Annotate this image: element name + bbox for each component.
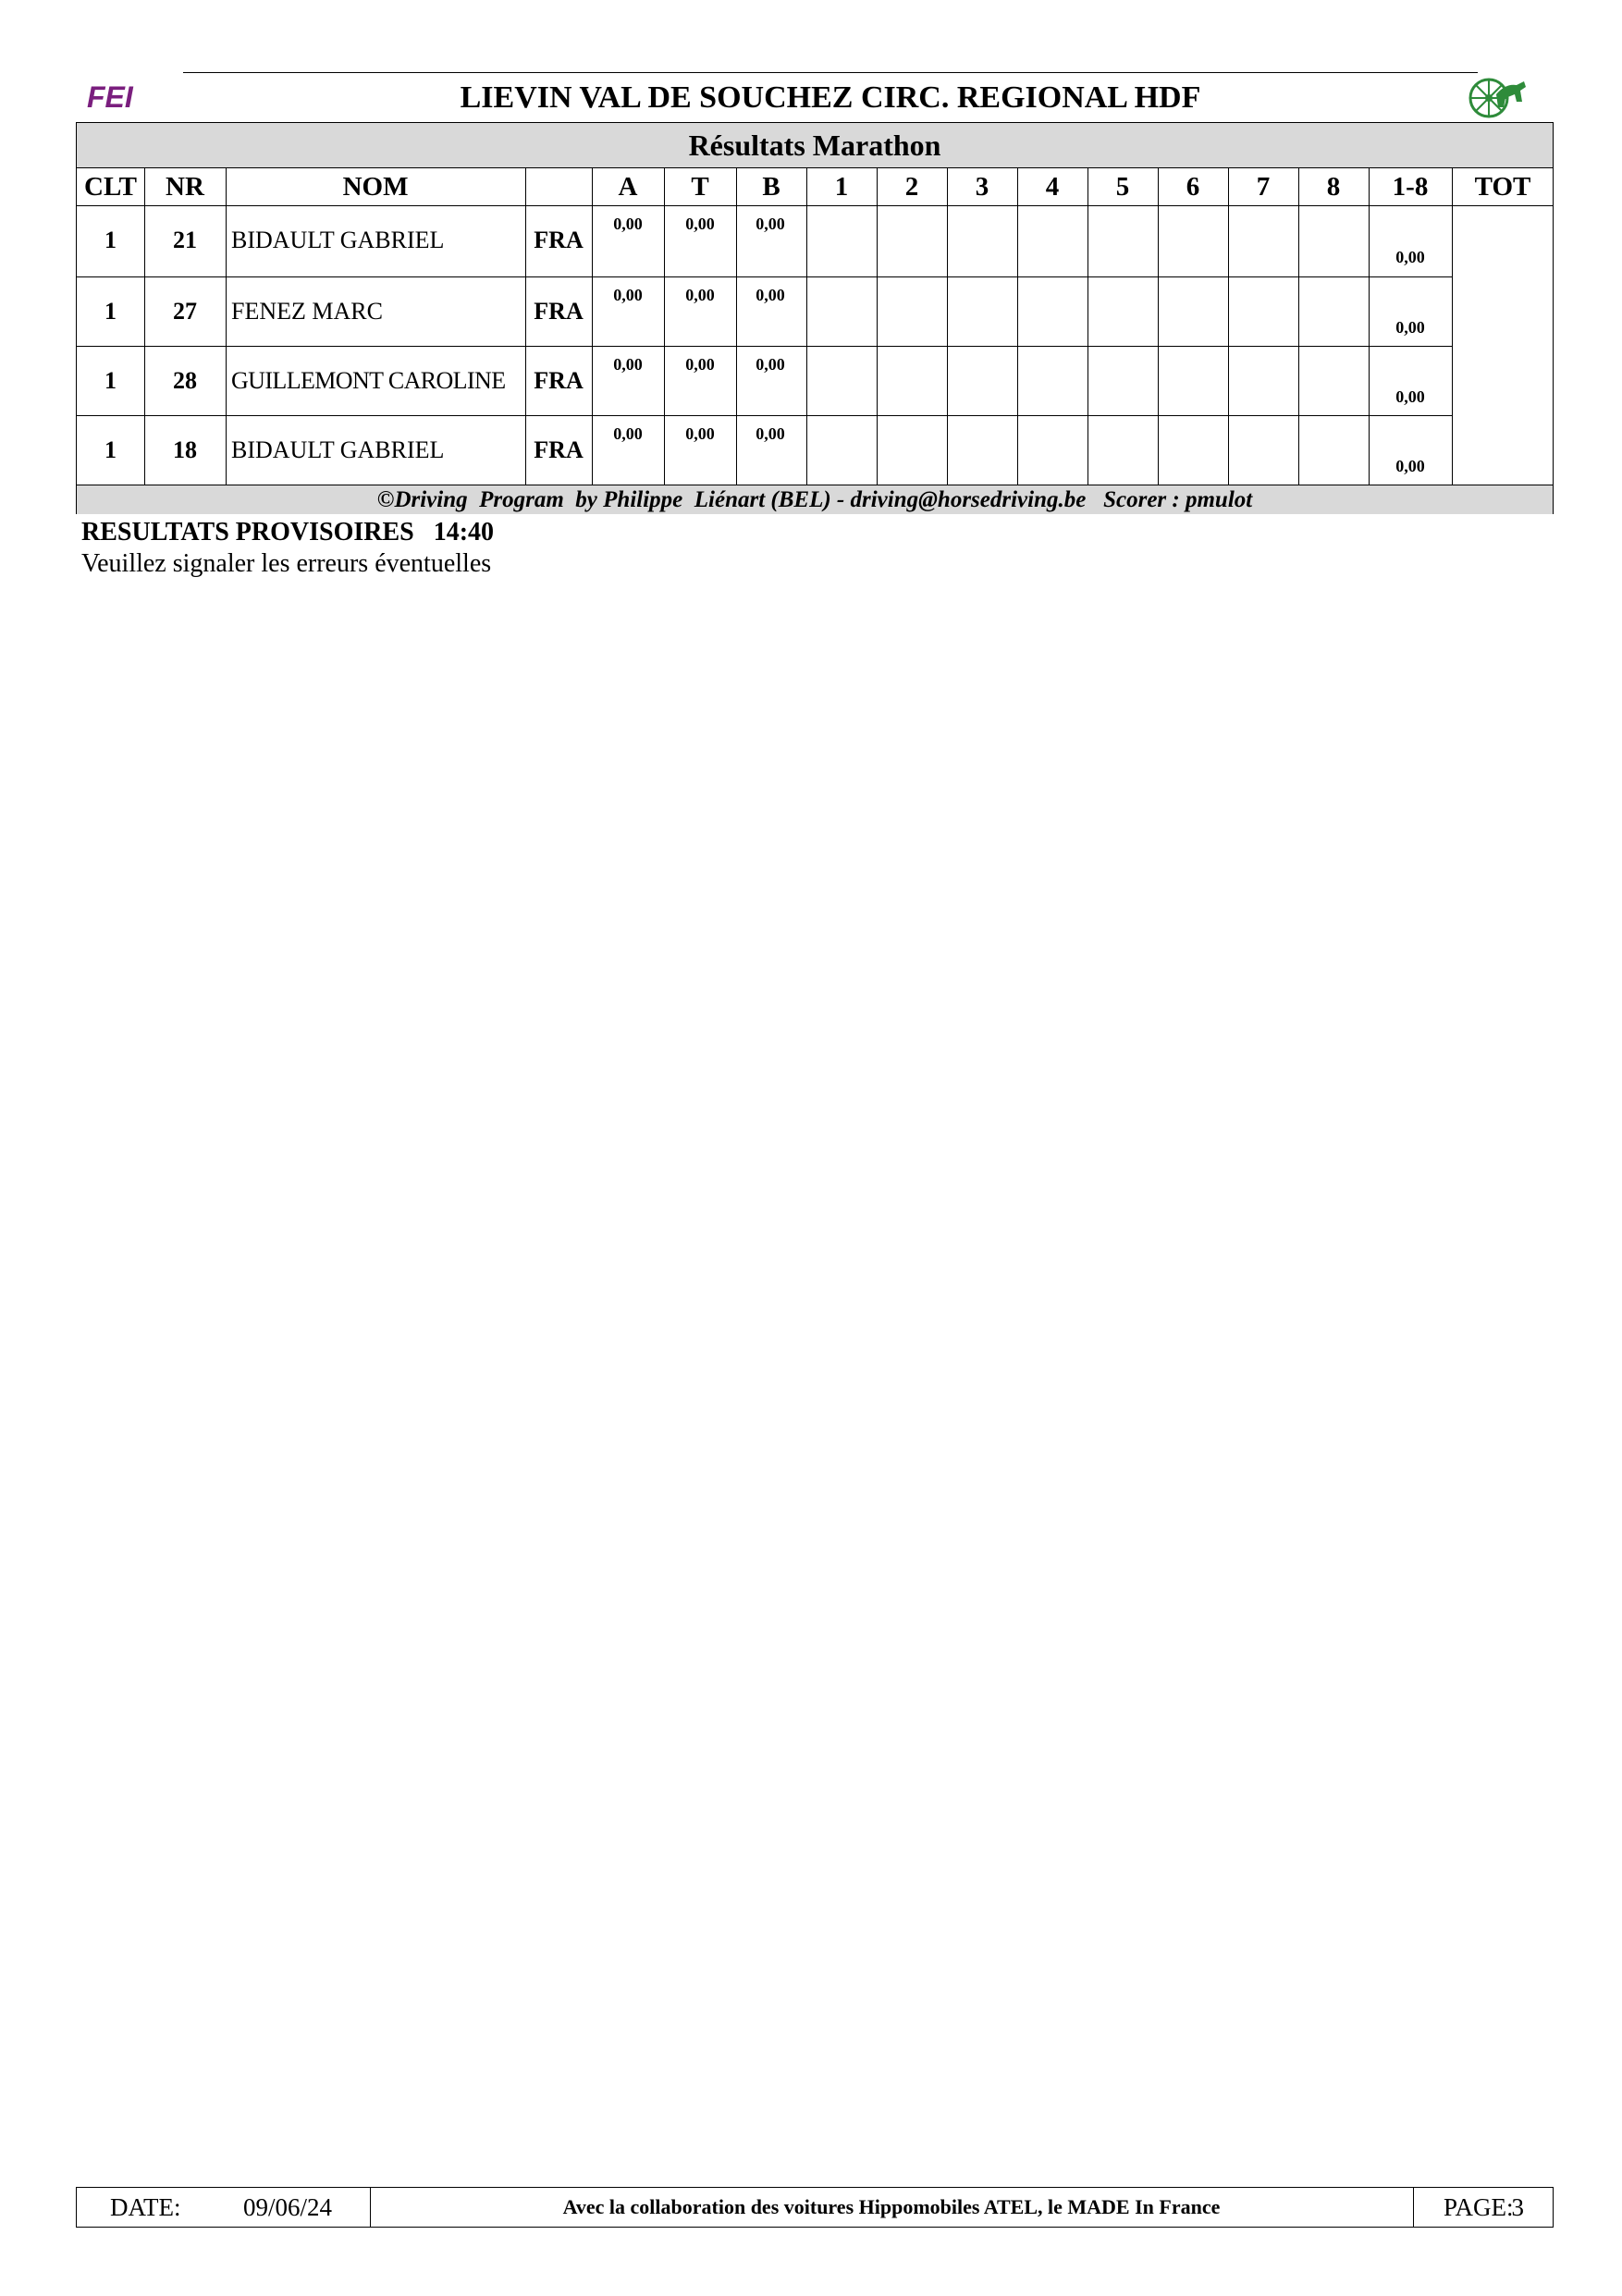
- carriage-driving-logo-icon: [1468, 70, 1530, 122]
- cell-nom: GUILLEMONT CAROLINE: [231, 367, 506, 394]
- cell-b: 0,00: [756, 215, 785, 233]
- grid-line: [1452, 168, 1453, 485]
- col-header-3: 3: [975, 172, 989, 202]
- cell-nom: BIDAULT GABRIEL: [231, 227, 445, 253]
- col-header-1: 1: [834, 172, 849, 202]
- cell-nom: FENEZ MARC: [231, 298, 383, 325]
- error-report-note: Veuillez signaler les erreurs éventuelles: [81, 549, 492, 578]
- cell-clt: 1: [104, 298, 117, 325]
- header-rule: [183, 72, 1478, 73]
- grid-line: [1228, 168, 1229, 485]
- cell-nat: FRA: [534, 298, 584, 325]
- grid-line: [1017, 168, 1018, 485]
- grid-line: [226, 168, 227, 485]
- cell-a: 0,00: [613, 215, 643, 233]
- col-header-5: 5: [1115, 172, 1130, 202]
- cell-clt: 1: [104, 436, 117, 463]
- cell-t: 0,00: [685, 215, 715, 233]
- footer-divider: [1413, 2188, 1414, 2227]
- cell-a: 0,00: [613, 424, 643, 443]
- cell-nom: BIDAULT GABRIEL: [231, 436, 445, 463]
- col-header-7: 7: [1256, 172, 1271, 202]
- cell-1-8: 0,00: [1395, 318, 1425, 337]
- cell-nat: FRA: [534, 436, 584, 463]
- fei-logo: [85, 81, 170, 113]
- page-number: 3: [1511, 2193, 1524, 2221]
- col-header-nr: NR: [166, 172, 204, 202]
- cell-nr: 27: [173, 298, 197, 325]
- cell-a: 0,00: [613, 286, 643, 304]
- col-header-tot: TOT: [1474, 172, 1531, 202]
- cell-nat: FRA: [534, 227, 584, 253]
- grid-line: [947, 168, 948, 485]
- cell-nr: 18: [173, 436, 197, 463]
- grid-line: [1369, 168, 1370, 485]
- cell-nr: 28: [173, 367, 197, 394]
- cell-b: 0,00: [756, 286, 785, 304]
- cell-nat: FRA: [534, 367, 584, 394]
- cell-t: 0,00: [685, 424, 715, 443]
- col-header-1-8: 1-8: [1392, 172, 1429, 202]
- grid-line: [1158, 168, 1159, 485]
- fei-logo-text: FEI: [87, 81, 133, 113]
- col-header-clt: CLT: [84, 172, 137, 202]
- cell-t: 0,00: [685, 286, 715, 304]
- date-value: 09/06/24: [243, 2193, 333, 2221]
- results-title: Résultats Marathon: [77, 123, 1553, 168]
- col-header-a: A: [618, 172, 638, 202]
- cell-nr: 21: [173, 227, 197, 253]
- cell-clt: 1: [104, 367, 117, 394]
- col-header-6: 6: [1186, 172, 1200, 202]
- cell-b: 0,00: [756, 355, 785, 374]
- grid-line: [877, 168, 878, 485]
- grid-line: [1298, 168, 1299, 485]
- cell-clt: 1: [104, 227, 117, 253]
- grid-line: [1087, 168, 1088, 485]
- cell-1-8: 0,00: [1395, 387, 1425, 406]
- credit-line: ©Driving Program by Philippe Liénart (BEL) - driving@horsedriving.be Scorer : pmulot: [77, 485, 1553, 514]
- cell-b: 0,00: [756, 424, 785, 443]
- cell-1-8: 0,00: [1395, 457, 1425, 475]
- collaboration-note: Avec la collaboration des voitures Hippomobiles ATEL, le MADE In France: [562, 2195, 1221, 2218]
- cell-1-8: 0,00: [1395, 248, 1425, 266]
- col-header-4: 4: [1045, 172, 1060, 202]
- col-header-b: B: [762, 172, 780, 202]
- col-header-8: 8: [1326, 172, 1341, 202]
- page-label: PAGE:: [1444, 2193, 1514, 2221]
- grid-line: [806, 168, 807, 485]
- cell-a: 0,00: [613, 355, 643, 374]
- date-label: DATE:: [110, 2193, 181, 2221]
- event-title: LIEVIN VAL DE SOUCHEZ CIRC. REGIONAL HDF: [460, 80, 1201, 115]
- page-footer: [76, 2187, 1554, 2228]
- col-header-2: 2: [904, 172, 919, 202]
- cell-t: 0,00: [685, 355, 715, 374]
- col-header-t: T: [691, 172, 709, 202]
- col-header-nom: NOM: [342, 172, 409, 202]
- provisional-results-status: RESULTATS PROVISOIRES 14:40: [81, 518, 495, 546]
